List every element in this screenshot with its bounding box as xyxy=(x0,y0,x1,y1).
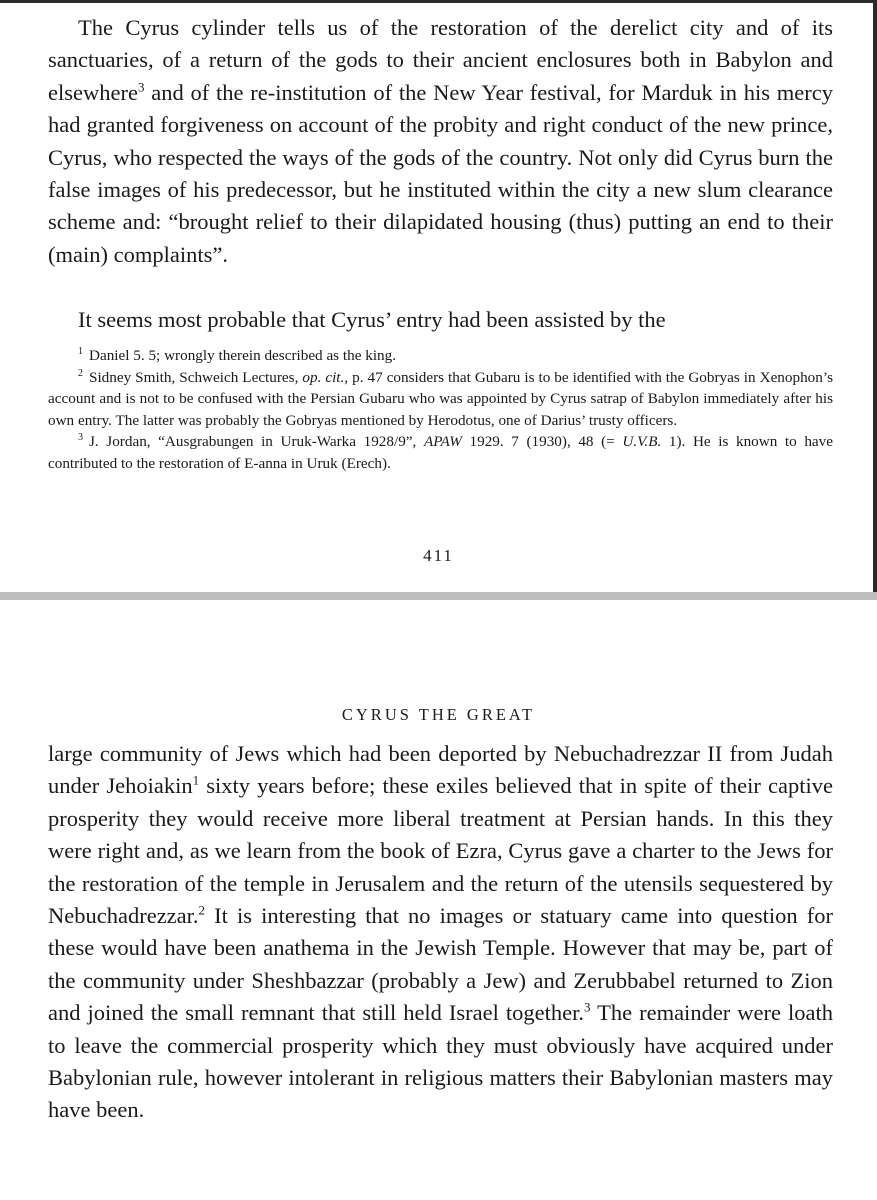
footnote-ref-3: 3 xyxy=(137,79,145,95)
footnote-3-text-after: 1929. 7 (1930), 48 (= xyxy=(461,433,623,451)
paragraph-1-rest: and of the re-institution of the New Year festival, for Marduk in his mercy had granted forgiveness on account of the probity and right conduct of the new prince, Cyrus, who respected the ways of the gods of the country. Not only did Cyrus burn the false images of his predecessor, but he instituted within the city a new slum clearance scheme and: “brought relief to their dilapidated housing (thus) putting an end to their (main) complaints”. xyxy=(48,79,833,267)
footnote-2 xyxy=(48,367,833,432)
footnote-3-text-after-2: 1). He is known to have contributed to the restoration of E-anna in Uruk (Erech). xyxy=(48,433,833,472)
footnote-3-italic: APAW xyxy=(423,433,462,451)
paragraph-3-seg-4: The remainder were loath to leave the commercial prosperity which they must obviously have acquired under Babylonian rule, however intolerant in religious matters their Babylonian masters may have been. xyxy=(48,1000,834,1123)
footnote-1-text: Daniel 5. 5; wrongly therein described as the king. xyxy=(89,347,397,364)
footnote-3-text: J. Jordan, “Ausgrabungen in Uruk-Warka 1928/9”, xyxy=(89,433,424,451)
body-paragraph-2 xyxy=(48,304,833,336)
body-paragraph-1 xyxy=(48,12,833,271)
page-number: 411 xyxy=(423,546,454,565)
paragraph-2-text: It seems most probable that Cyrus’ entry had been assisted by the xyxy=(78,307,666,332)
footnote-2-text-after: , p. 47 considers that Gubaru is to be identified with the Gobryas in Xenophon’s account and is not to be confused with the Persian Gubaru who was appointed by Cyrus satrap of Babylon immediately after his own entry. The latter was probably the Gobryas mentioned by Herodotus, one of Darius’ trusty officers. xyxy=(48,368,834,429)
footnote-2-mark: 2 xyxy=(78,367,83,379)
footnote-ref-3b: 3 xyxy=(584,999,591,1015)
footnote-2-italic: op. cit. xyxy=(302,368,345,386)
footnote-1-mark: 1 xyxy=(78,345,83,357)
page-divider xyxy=(0,592,877,600)
paragraph-1-text: The Cyrus cylinder tells us of the restoration of the derelict city and of its sanctuaries, of a return of the gods to their ancient enclosures both in Babylon and elsewhere xyxy=(48,15,833,105)
footnote-3 xyxy=(48,431,833,474)
footnote-1 xyxy=(48,345,833,367)
page-411 xyxy=(0,0,877,592)
paragraph-3-seg-1: large community of Jews which had been deported by Nebuchadrezzar II from Judah under Jehoiakin xyxy=(48,741,833,799)
footnote-ref-1: 1 xyxy=(192,772,200,788)
footnote-3-mark: 3 xyxy=(78,432,83,444)
page-412 xyxy=(0,600,877,1200)
running-head: CYRUS THE GREAT xyxy=(341,705,536,724)
footnote-3-italic-2: U.V.B. xyxy=(622,433,662,451)
footnotes xyxy=(48,345,833,475)
footnote-2-text: Sidney Smith, Schweich Lectures, xyxy=(89,368,303,386)
paragraph-3-seg-3: It is interesting that no images or statuary came into question for these would have been anathema in the Jewish Temple. However that may be, part of the community under Sheshbazzar (probably a Jew) and Zerubbabel returned to Zion and joined the small remnant that still held Israel together. xyxy=(48,903,833,1026)
paragraph-3-seg-2: sixty years before; these exiles believed that in spite of their captive prosperity they would receive more liberal treatment at Persian hands. In this they were right and, as we learn from the book of Ezra, Cyrus gave a charter to the Jews for the restoration of the temple in Jerusalem and the return of the utensils sequestered by Nebuchadrezzar. xyxy=(48,773,833,929)
body-paragraph-3 xyxy=(48,738,833,1127)
footnote-ref-2: 2 xyxy=(198,902,206,918)
